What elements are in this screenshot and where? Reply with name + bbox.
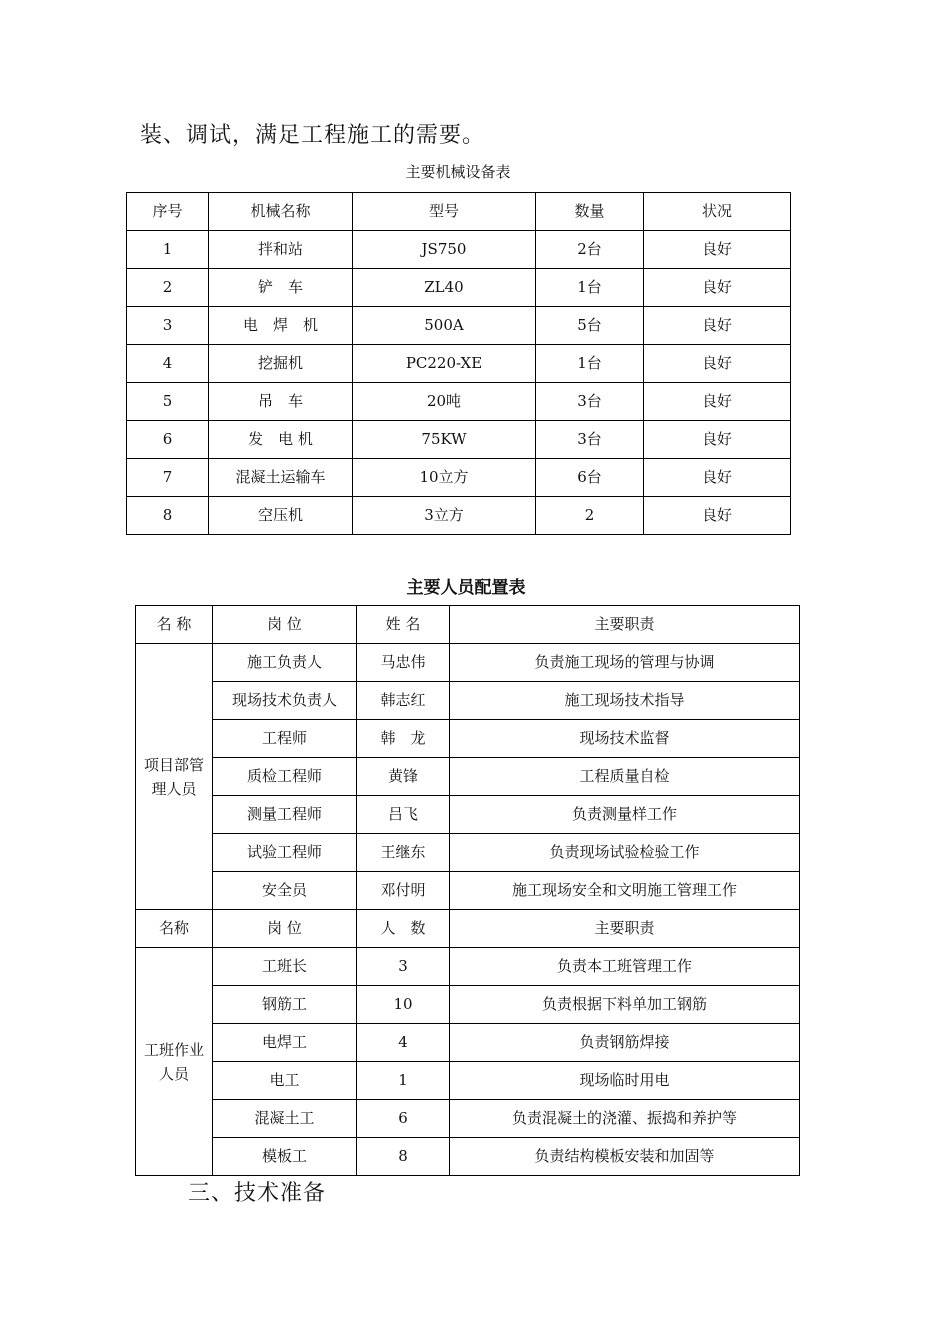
table-cell: 8	[127, 497, 209, 535]
table-cell: 试验工程师	[213, 834, 357, 872]
table-cell: 邓付明	[357, 872, 450, 910]
table-cell: 良好	[644, 459, 791, 497]
workers-group-label: 工班作业人员	[136, 948, 213, 1176]
table-row	[136, 644, 800, 682]
table-cell: 模板工	[213, 1138, 357, 1176]
header-cell: 型号	[353, 193, 536, 231]
table-cell: 拌和站	[209, 231, 353, 269]
table-cell: 吊 车	[209, 383, 353, 421]
table-cell: 韩 龙	[357, 720, 450, 758]
header-cell: 数量	[536, 193, 644, 231]
header-cell: 序号	[127, 193, 209, 231]
table-row	[127, 345, 791, 383]
table-cell: 10	[357, 986, 450, 1024]
table-row	[136, 834, 800, 872]
table-row	[136, 986, 800, 1024]
table-cell: 安全员	[213, 872, 357, 910]
table-cell: 负责测量样工作	[450, 796, 800, 834]
table-cell: 电焊工	[213, 1024, 357, 1062]
header-cell: 人 数	[357, 910, 450, 948]
table-cell: 4	[127, 345, 209, 383]
table-row	[136, 948, 800, 986]
table-cell: 空压机	[209, 497, 353, 535]
table-cell: 6台	[536, 459, 644, 497]
equipment-table-title: 主要机械设备表	[405, 163, 511, 181]
table-cell: 20吨	[353, 383, 536, 421]
table-cell: 2台	[536, 231, 644, 269]
table-cell: 质检工程师	[213, 758, 357, 796]
table-cell: 良好	[644, 383, 791, 421]
table-row	[127, 307, 791, 345]
table-cell: 3立方	[353, 497, 536, 535]
header-cell: 主要职责	[450, 606, 800, 644]
intro-paragraph: 装、调试，满足工程施工的需要。	[140, 123, 486, 148]
table-row	[136, 796, 800, 834]
table-row	[136, 872, 800, 910]
table-cell: 负责根据下料单加工钢筋	[450, 986, 800, 1024]
table-cell: 黄锋	[357, 758, 450, 796]
table-cell: JS750	[353, 231, 536, 269]
header-cell: 名 称	[136, 606, 213, 644]
equipment-header-row	[127, 193, 791, 231]
staff-table-title: 主要人员配置表	[406, 578, 526, 598]
table-cell: 负责钢筋焊接	[450, 1024, 800, 1062]
table-cell: 施工现场安全和文明施工管理工作	[450, 872, 800, 910]
table-row	[136, 720, 800, 758]
table-cell: 6	[127, 421, 209, 459]
table-cell: 马忠伟	[357, 644, 450, 682]
table-cell: 75KW	[353, 421, 536, 459]
table-cell: 工班长	[213, 948, 357, 986]
table-cell: 2	[536, 497, 644, 535]
table-cell: 5	[127, 383, 209, 421]
table-cell: 施工现场技术指导	[450, 682, 800, 720]
table-cell: 10立方	[353, 459, 536, 497]
table-cell: 3	[127, 307, 209, 345]
table-cell: 1	[127, 231, 209, 269]
table-cell: 3台	[536, 421, 644, 459]
table-cell: 王继东	[357, 834, 450, 872]
table-cell: 吕飞	[357, 796, 450, 834]
table-cell: 1	[357, 1062, 450, 1100]
table-cell: 良好	[644, 307, 791, 345]
table-row	[127, 231, 791, 269]
table-cell: 施工负责人	[213, 644, 357, 682]
table-cell: 良好	[644, 497, 791, 535]
table-row	[136, 1100, 800, 1138]
table-cell: 良好	[644, 231, 791, 269]
header-cell: 姓 名	[357, 606, 450, 644]
table-cell: 5台	[536, 307, 644, 345]
table-cell: 现场技术监督	[450, 720, 800, 758]
header-cell: 机械名称	[209, 193, 353, 231]
table-cell: PC220-XE	[353, 345, 536, 383]
table-cell: 良好	[644, 421, 791, 459]
table-cell: 电工	[213, 1062, 357, 1100]
table-cell: 3台	[536, 383, 644, 421]
workers-header-row	[136, 910, 800, 948]
table-row	[127, 269, 791, 307]
table-row	[136, 682, 800, 720]
table-row	[127, 459, 791, 497]
management-group-label: 项目部管理人员	[136, 644, 213, 910]
table-cell: 混凝土工	[213, 1100, 357, 1138]
table-cell: 现场技术负责人	[213, 682, 357, 720]
table-cell: ZL40	[353, 269, 536, 307]
table-cell: 负责本工班管理工作	[450, 948, 800, 986]
table-cell: 发 电 机	[209, 421, 353, 459]
table-cell: 工程师	[213, 720, 357, 758]
table-row	[127, 497, 791, 535]
table-row	[136, 1138, 800, 1176]
header-cell: 状况	[644, 193, 791, 231]
header-cell: 名称	[136, 910, 213, 948]
table-cell: 1台	[536, 345, 644, 383]
table-cell: 500A	[353, 307, 536, 345]
table-cell: 工程质量自检	[450, 758, 800, 796]
table-row	[136, 758, 800, 796]
table-cell: 电 焊 机	[209, 307, 353, 345]
header-cell: 岗 位	[213, 606, 357, 644]
table-cell: 现场临时用电	[450, 1062, 800, 1100]
table-row	[136, 1062, 800, 1100]
table-row	[136, 1024, 800, 1062]
table-cell: 测量工程师	[213, 796, 357, 834]
table-cell: 7	[127, 459, 209, 497]
table-cell: 负责结构模板安装和加固等	[450, 1138, 800, 1176]
table-cell: 1台	[536, 269, 644, 307]
table-row	[127, 383, 791, 421]
table-cell: 8	[357, 1138, 450, 1176]
table-cell: 负责施工现场的管理与协调	[450, 644, 800, 682]
equipment-table	[126, 192, 791, 535]
header-cell: 岗 位	[213, 910, 357, 948]
table-cell: 韩志红	[357, 682, 450, 720]
staff-table	[135, 605, 800, 1176]
table-cell: 6	[357, 1100, 450, 1138]
table-row	[127, 421, 791, 459]
table-cell: 2	[127, 269, 209, 307]
table-cell: 良好	[644, 269, 791, 307]
table-cell: 负责混凝土的浇灌、振捣和养护等	[450, 1100, 800, 1138]
table-cell: 钢筋工	[213, 986, 357, 1024]
header-cell: 主要职责	[450, 910, 800, 948]
management-header-row	[136, 606, 800, 644]
table-cell: 铲 车	[209, 269, 353, 307]
table-cell: 4	[357, 1024, 450, 1062]
table-cell: 混凝土运输车	[209, 459, 353, 497]
table-cell: 3	[357, 948, 450, 986]
section-heading: 三、技术准备	[188, 1181, 327, 1206]
table-cell: 负责现场试验检验工作	[450, 834, 800, 872]
table-cell: 挖掘机	[209, 345, 353, 383]
table-cell: 良好	[644, 345, 791, 383]
